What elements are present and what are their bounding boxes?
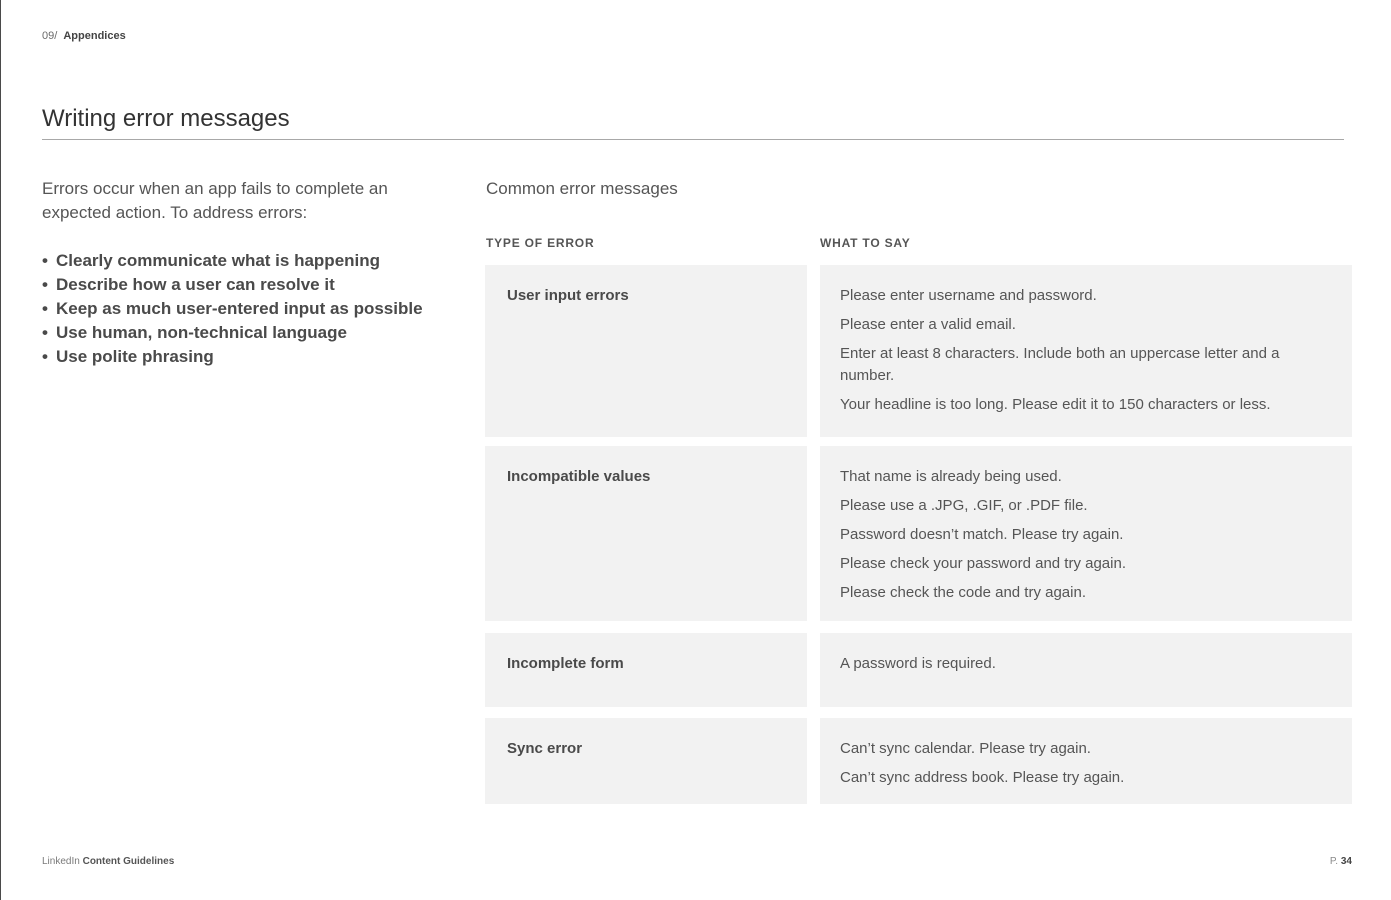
title-divider xyxy=(42,139,1344,140)
error-message: Can’t sync address book. Please try again. xyxy=(840,769,1125,786)
guideline-item: • Keep as much user-entered input as possible xyxy=(42,297,442,321)
error-message: Please enter a valid email. xyxy=(840,316,1016,333)
error-message: Please enter username and password. xyxy=(840,287,1097,304)
section-name: Appendices xyxy=(63,30,126,42)
error-message: Enter at least 8 characters. Include both an uppercase letter and a number. xyxy=(840,345,1280,384)
error-type-label: Incomplete form xyxy=(507,655,624,672)
page-number xyxy=(1330,856,1352,867)
column-header-type: TYPE OF ERROR xyxy=(486,236,595,250)
page-number-prefix: P. xyxy=(1329,856,1339,867)
error-messages-cell xyxy=(820,265,1352,437)
error-message: Please check your password and try again. xyxy=(840,555,1126,572)
error-type-cell xyxy=(485,265,807,437)
error-messages-cell xyxy=(820,633,1352,707)
error-message: That name is already being used. xyxy=(840,468,1062,485)
error-type-label: Incompatible values xyxy=(507,468,651,485)
error-type-label: User input errors xyxy=(507,287,629,304)
error-messages-cell xyxy=(820,718,1352,804)
footer-document-title xyxy=(42,856,174,867)
section-number: 09/ xyxy=(42,30,58,42)
error-message: Please check the code and try again. xyxy=(840,584,1086,601)
table-title: Common error messages xyxy=(486,179,678,198)
error-type-label: Sync error xyxy=(507,740,583,757)
guideline-item: • Clearly communicate what is happening xyxy=(42,249,442,273)
guideline-item: • Use polite phrasing xyxy=(42,345,442,369)
error-message: Your headline is too long. Please edit it to 150 characters or less. xyxy=(840,396,1271,413)
error-message: Password doesn’t match. Please try again. xyxy=(840,526,1124,543)
guideline-item: • Use human, non-technical language xyxy=(42,321,442,345)
error-type-cell xyxy=(485,718,807,804)
error-message: A password is required. xyxy=(840,655,996,672)
intro-text: Errors occur when an app fails to complete an expected action. To address errors: xyxy=(42,179,388,222)
error-message: Please use a .JPG, .GIF, or .PDF file. xyxy=(840,497,1088,514)
column-header-what-to-say: WHAT TO SAY xyxy=(820,236,911,250)
error-message: Can’t sync calendar. Please try again. xyxy=(840,740,1091,757)
footer-brand: LinkedIn xyxy=(42,856,80,867)
error-type-cell xyxy=(485,446,807,621)
page-title: Writing error messages xyxy=(42,105,290,132)
section-header xyxy=(42,30,126,42)
footer-doc-title: Content Guidelines xyxy=(82,856,175,867)
guideline-item: • Describe how a user can resolve it xyxy=(42,273,442,297)
page-number-value: 34 xyxy=(1340,856,1352,867)
guideline-list xyxy=(42,249,442,369)
error-messages-cell xyxy=(820,446,1352,621)
error-type-cell xyxy=(485,633,807,707)
page-edge-rule xyxy=(0,0,1,900)
